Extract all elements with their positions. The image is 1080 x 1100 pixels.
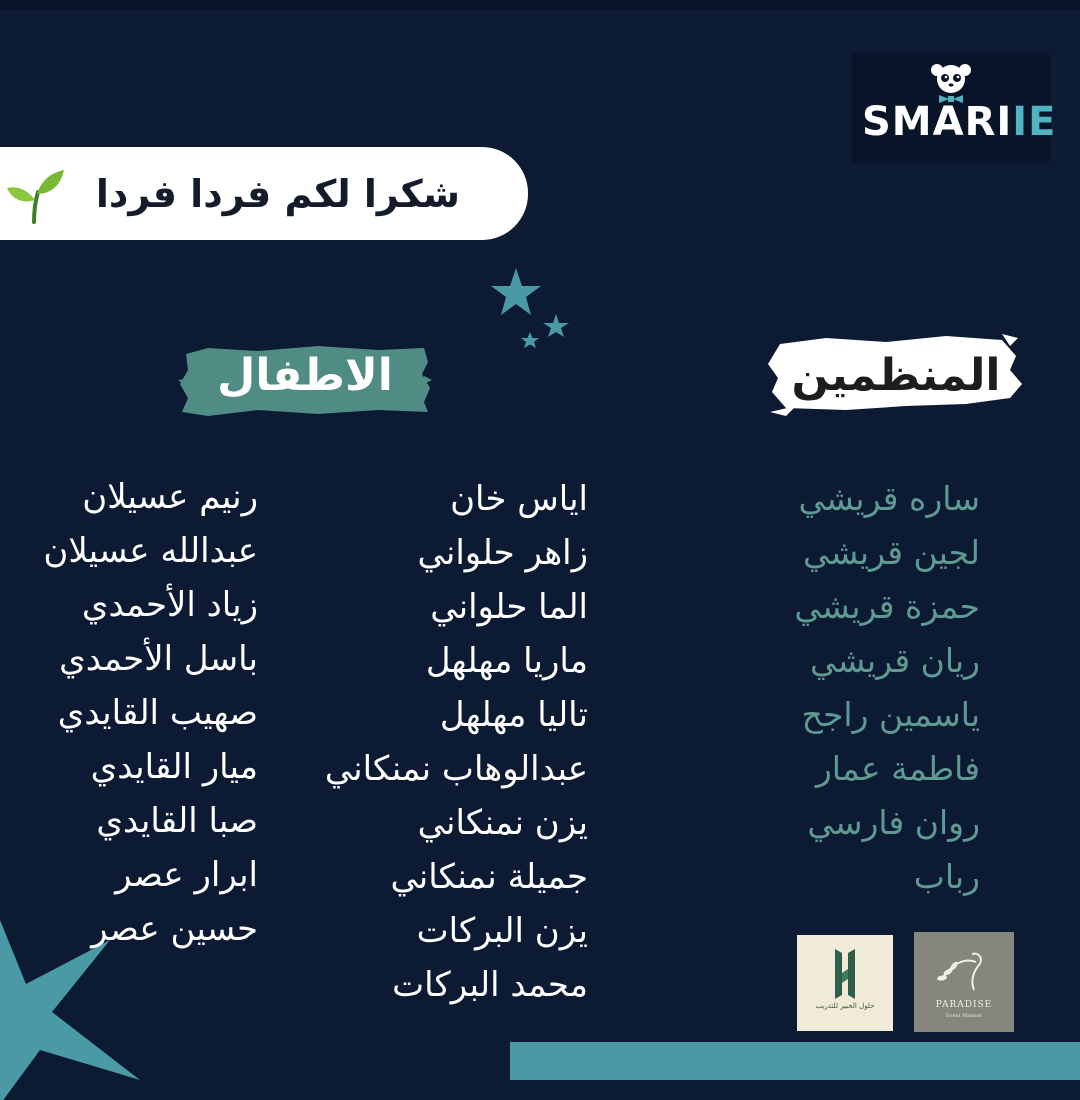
organizers-heading: المنظمين xyxy=(791,350,1001,401)
list-item: ماريا مهلهل xyxy=(425,641,588,681)
star-medium xyxy=(543,314,569,337)
list-item: حمزة قريشي xyxy=(794,587,980,626)
partner-subtitle: Event Planner xyxy=(946,1013,982,1019)
top-strip xyxy=(0,0,1080,10)
star-large xyxy=(491,268,541,315)
list-item: صبا القايدي xyxy=(96,801,258,841)
list-item: رباب xyxy=(913,857,980,896)
list-item: زياد الأحمدي xyxy=(81,585,258,625)
organizers-list xyxy=(770,472,980,904)
list-item: اياس خان xyxy=(450,479,588,519)
list-item: عبدالله عسيلان xyxy=(43,531,258,571)
logo-brand-main: SMARI xyxy=(862,99,1013,145)
list-item: روان فارسي xyxy=(807,803,980,842)
list-item: زاهر حلواني xyxy=(417,533,588,573)
kids-heading: الاطفال xyxy=(217,350,393,401)
list-item: رنيم عسيلان xyxy=(82,477,258,517)
list-item: فاطمة عمار xyxy=(815,749,980,788)
kids-list-middle xyxy=(300,472,588,1012)
partner-logo-training xyxy=(797,935,893,1031)
list-item: لجين قريشي xyxy=(802,533,980,572)
partner-logo-paradise xyxy=(914,932,1014,1032)
list-item: ريان قريشي xyxy=(809,641,980,680)
star-small xyxy=(521,332,539,348)
list-item: ميار القايدي xyxy=(90,747,258,787)
list-item: صهيب القايدي xyxy=(57,693,258,733)
list-item: الما حلواني xyxy=(430,587,588,627)
kids-list-left xyxy=(20,470,258,956)
list-item: يزن نمنكاني xyxy=(417,803,588,843)
list-item: عبدالوهاب نمنكاني xyxy=(324,749,588,789)
list-item: ابرار عصر xyxy=(115,855,258,895)
partner-emblem-icon xyxy=(797,935,893,1031)
list-item: حسين عصر xyxy=(91,909,258,949)
logo-wordmark xyxy=(862,99,1057,145)
partner-tagline: حلول الخبير للتدريب xyxy=(815,1002,875,1010)
stars-decoration xyxy=(484,266,576,358)
list-item: محمد البركات xyxy=(392,965,588,1005)
bottom-accent-bar xyxy=(510,1042,1080,1080)
sprout-icon xyxy=(4,166,66,224)
list-item: يزن البركات xyxy=(416,911,588,951)
list-item: باسل الأحمدي xyxy=(59,639,258,679)
partner-name: PARADISE xyxy=(935,1000,993,1010)
list-item: ساره قريشي xyxy=(798,479,980,518)
list-item: ياسمين راجح xyxy=(801,695,980,734)
logo-brand-accent: IE xyxy=(1012,99,1057,145)
thanks-text: شكرا لكم فردا فردا xyxy=(95,172,460,216)
smartie-logo xyxy=(852,53,1057,163)
list-item: جميلة نمنكاني xyxy=(390,857,588,897)
list-item: تاليا مهلهل xyxy=(439,695,588,735)
